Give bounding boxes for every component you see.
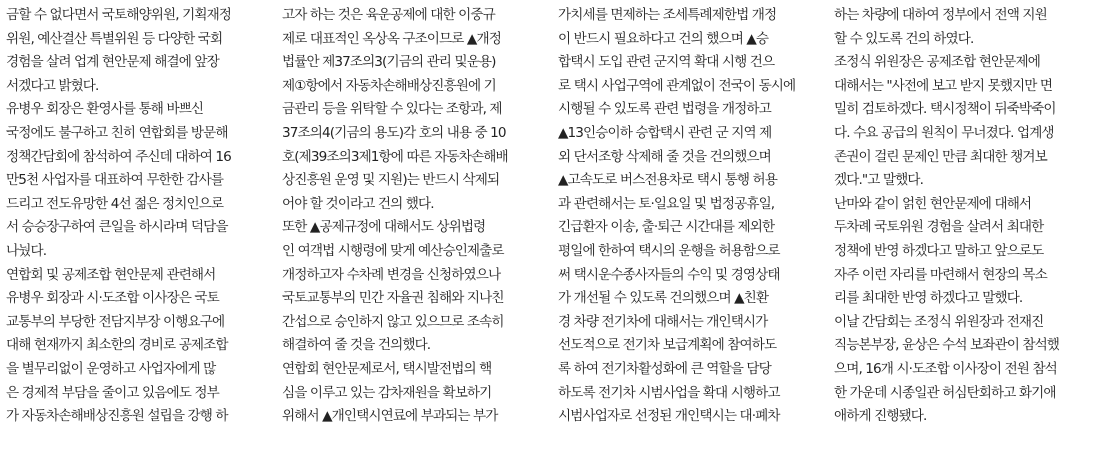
article-column-2 bbox=[282, 4, 550, 455]
text-line: 애하게 진행됐다. bbox=[834, 408, 927, 425]
article-column-4 bbox=[834, 4, 1102, 455]
text-line: 연합회 현안문제로서, 택시발전법의 핵 bbox=[282, 360, 492, 377]
text-line: 나눴다. bbox=[6, 242, 47, 259]
text-line: 합택시 도입 관련 군지역 확대 시행 건으 bbox=[558, 54, 775, 71]
text-line: 이 반드시 필요하다고 건의 했으며 ▲승 bbox=[558, 30, 769, 47]
text-line: 겠다."고 말했다. bbox=[834, 172, 924, 189]
text-line: 유병우 회장과 시·도조합 이사장은 국토 bbox=[6, 290, 219, 307]
text-line: 을 별무리없이 운영하고 사업자에게 많 bbox=[6, 360, 216, 377]
text-line: 어야 할 것이라고 건의 했다. bbox=[282, 195, 434, 212]
text-line: 교통부의 부당한 전담지부장 이행요구에 bbox=[6, 313, 225, 330]
text-line: 자주 이런 자리를 마련해서 현장의 목소 bbox=[834, 266, 1047, 283]
text-line: 하는 차량에 대하여 정부에서 전액 지원 bbox=[834, 7, 1047, 23]
text-line: 직능본부장, 윤상은 수석 보좌관이 참석했 bbox=[834, 337, 1060, 354]
text-line: 으며, 16개 시·도조합 이사장이 전원 참석 bbox=[834, 360, 1057, 377]
text-line: 드리고 전도유망한 4선 젊은 정치인으로 bbox=[6, 195, 224, 212]
text-line: 존권이 걸린 문제인 만큼 최대한 챙겨보 bbox=[834, 148, 1047, 165]
text-line: ▲13인승이하 승합택시 관련 군 지역 제 bbox=[558, 124, 772, 141]
text-line: 인 여객법 시행령에 맞게 예산승인제출로 bbox=[282, 242, 504, 259]
text-line: 리를 최대한 반영 하겠다고 말했다. bbox=[834, 290, 1023, 307]
text-line: 가치세를 면제하는 조세특례제한법 개정 bbox=[558, 7, 777, 23]
text-line: 위해서 ▲개인택시연료에 부과되는 부가 bbox=[282, 408, 498, 425]
text-line: 심을 이루고 있는 감차재원을 확보하기 bbox=[282, 384, 492, 401]
text-line: 조정식 위원장은 공제조합 현안문제에 bbox=[834, 54, 1040, 71]
text-line: 난마와 같이 얽힌 현안문제에 대해서 bbox=[834, 195, 1032, 212]
text-line: 경험을 살려 업계 현안문제 해결에 앞장 bbox=[6, 54, 219, 71]
text-line: 상진흥원 운영 및 지원)는 반드시 삭제되 bbox=[282, 172, 500, 189]
text-line: 서겠다고 밝혔다. bbox=[6, 77, 99, 94]
text-line: 긴급환자 이송, 출·퇴근 시간대를 제외한 bbox=[558, 219, 775, 236]
text-line: 하도록 전기차 시범사업을 확대 시행하고 bbox=[558, 384, 780, 401]
text-line: 개정하고자 수차례 변경을 신청하였으나 bbox=[282, 266, 501, 283]
text-line: 정책간담회에 참석하여 주신데 대하여 16 bbox=[6, 148, 231, 165]
text-line: 과 관련해서는 토·일요일 및 법정공휴일, bbox=[558, 195, 775, 212]
text-line: 한 가운데 시종일관 허심탄회하고 화기애 bbox=[834, 384, 1056, 401]
text-line: 할 수 있도록 건의 하였다. bbox=[834, 30, 974, 47]
text-line: 국정에도 불구하고 친히 연합회를 방문해 bbox=[6, 124, 228, 141]
text-line: 연합회 및 공제조합 현안문제 관련해서 bbox=[6, 266, 216, 283]
text-line: 경 차량 전기차에 대해서는 개인택시가 bbox=[558, 313, 768, 330]
text-line: 호(제39조의3제1항에 따른 자동차손해배 bbox=[282, 148, 508, 165]
text-line: 시범사업자로 선정된 개인택시는 대·폐차 bbox=[558, 408, 780, 425]
text-line: 제로 대표적인 옥상옥 구조이므로 ▲개정 bbox=[282, 30, 501, 47]
text-line: 대해 현재까지 최소한의 경비로 공제조합 bbox=[6, 337, 228, 354]
text-line: 유병우 회장은 환영사를 통해 바쁘신 bbox=[6, 101, 204, 118]
text-line: 대해서는 "사전에 보고 받지 못했지만 면 bbox=[834, 77, 1053, 94]
text-line: 밀히 검토하겠다. 택시정책이 뒤죽박죽이 bbox=[834, 101, 1056, 118]
text-line: 록 하여 전기차활성화에 큰 역할을 담당 bbox=[558, 360, 771, 377]
text-line: 국토교통부의 민간 자율권 침해와 지나친 bbox=[282, 290, 504, 307]
text-line: 37조의4(기금의 용도)각 호의 내용 중 10 bbox=[282, 124, 506, 141]
text-line: 고자 하는 것은 육운공제에 대한 이중규 bbox=[282, 7, 495, 23]
text-line: 서 승승장구하여 큰일을 하시라며 덕담을 bbox=[6, 219, 228, 236]
text-line: 이날 간담회는 조정식 위원장과 전재진 bbox=[834, 313, 1044, 330]
text-line: 간섭으로 승인하지 않고 있으므로 조속히 bbox=[282, 313, 504, 330]
text-line: 정책에 반영 하겠다고 말하고 앞으로도 bbox=[834, 242, 1044, 259]
text-line: 또한 ▲공제규정에 대해서도 상위법령 bbox=[282, 219, 486, 236]
text-line: 제①항에서 자동차손해배상진흥원에 기 bbox=[282, 77, 496, 94]
text-line: ▲고속도로 버스전용차로 택시 통행 허용 bbox=[558, 172, 777, 189]
text-line: 평일에 한하여 택시의 운행을 허용함으로 bbox=[558, 242, 780, 259]
text-line: 외 단서조항 삭제해 줄 것을 건의했으며 bbox=[558, 148, 771, 165]
text-line: 해결하여 줄 것을 건의했다. bbox=[282, 337, 431, 354]
text-line: 금관리 등을 위탁할 수 있다는 조항과, 제 bbox=[282, 101, 502, 118]
text-line: 가 자동차손해배상진흥원 설립을 강행 하 bbox=[6, 408, 228, 425]
text-line: 은 경제적 부담을 줄이고 있음에도 정부 bbox=[6, 384, 219, 401]
article-column-3 bbox=[558, 4, 826, 455]
text-line: 만5천 사업자를 대표하여 무한한 감사를 bbox=[6, 172, 224, 189]
text-line: 선도적으로 전기차 보급계획에 참여하도 bbox=[558, 337, 777, 354]
text-line: 가 개선될 수 있도록 건의했으며 ▲친환 bbox=[558, 290, 769, 307]
article-column-1 bbox=[6, 4, 274, 455]
text-line: 로 택시 사업구역에 관계없이 전국이 동시에 bbox=[558, 77, 796, 94]
text-line: 법률안 제37조의3(기금의 관리 및운용) bbox=[282, 54, 496, 71]
text-line: 시행될 수 있도록 관련 법령을 개정하고 bbox=[558, 101, 771, 118]
text-line: 다. 수요 공급의 원칙이 무너졌다. 업계생 bbox=[834, 124, 1054, 141]
text-line: 써 택시운수종사자들의 수익 및 경영상태 bbox=[558, 266, 780, 283]
text-line: 금할 수 없다면서 국토해양위원, 기획재정 bbox=[6, 7, 232, 23]
text-line: 두차례 국토위원 경험을 살려서 최대한 bbox=[834, 219, 1044, 236]
text-line: 위원, 예산결산 특별위원 등 다양한 국회 bbox=[6, 30, 223, 47]
